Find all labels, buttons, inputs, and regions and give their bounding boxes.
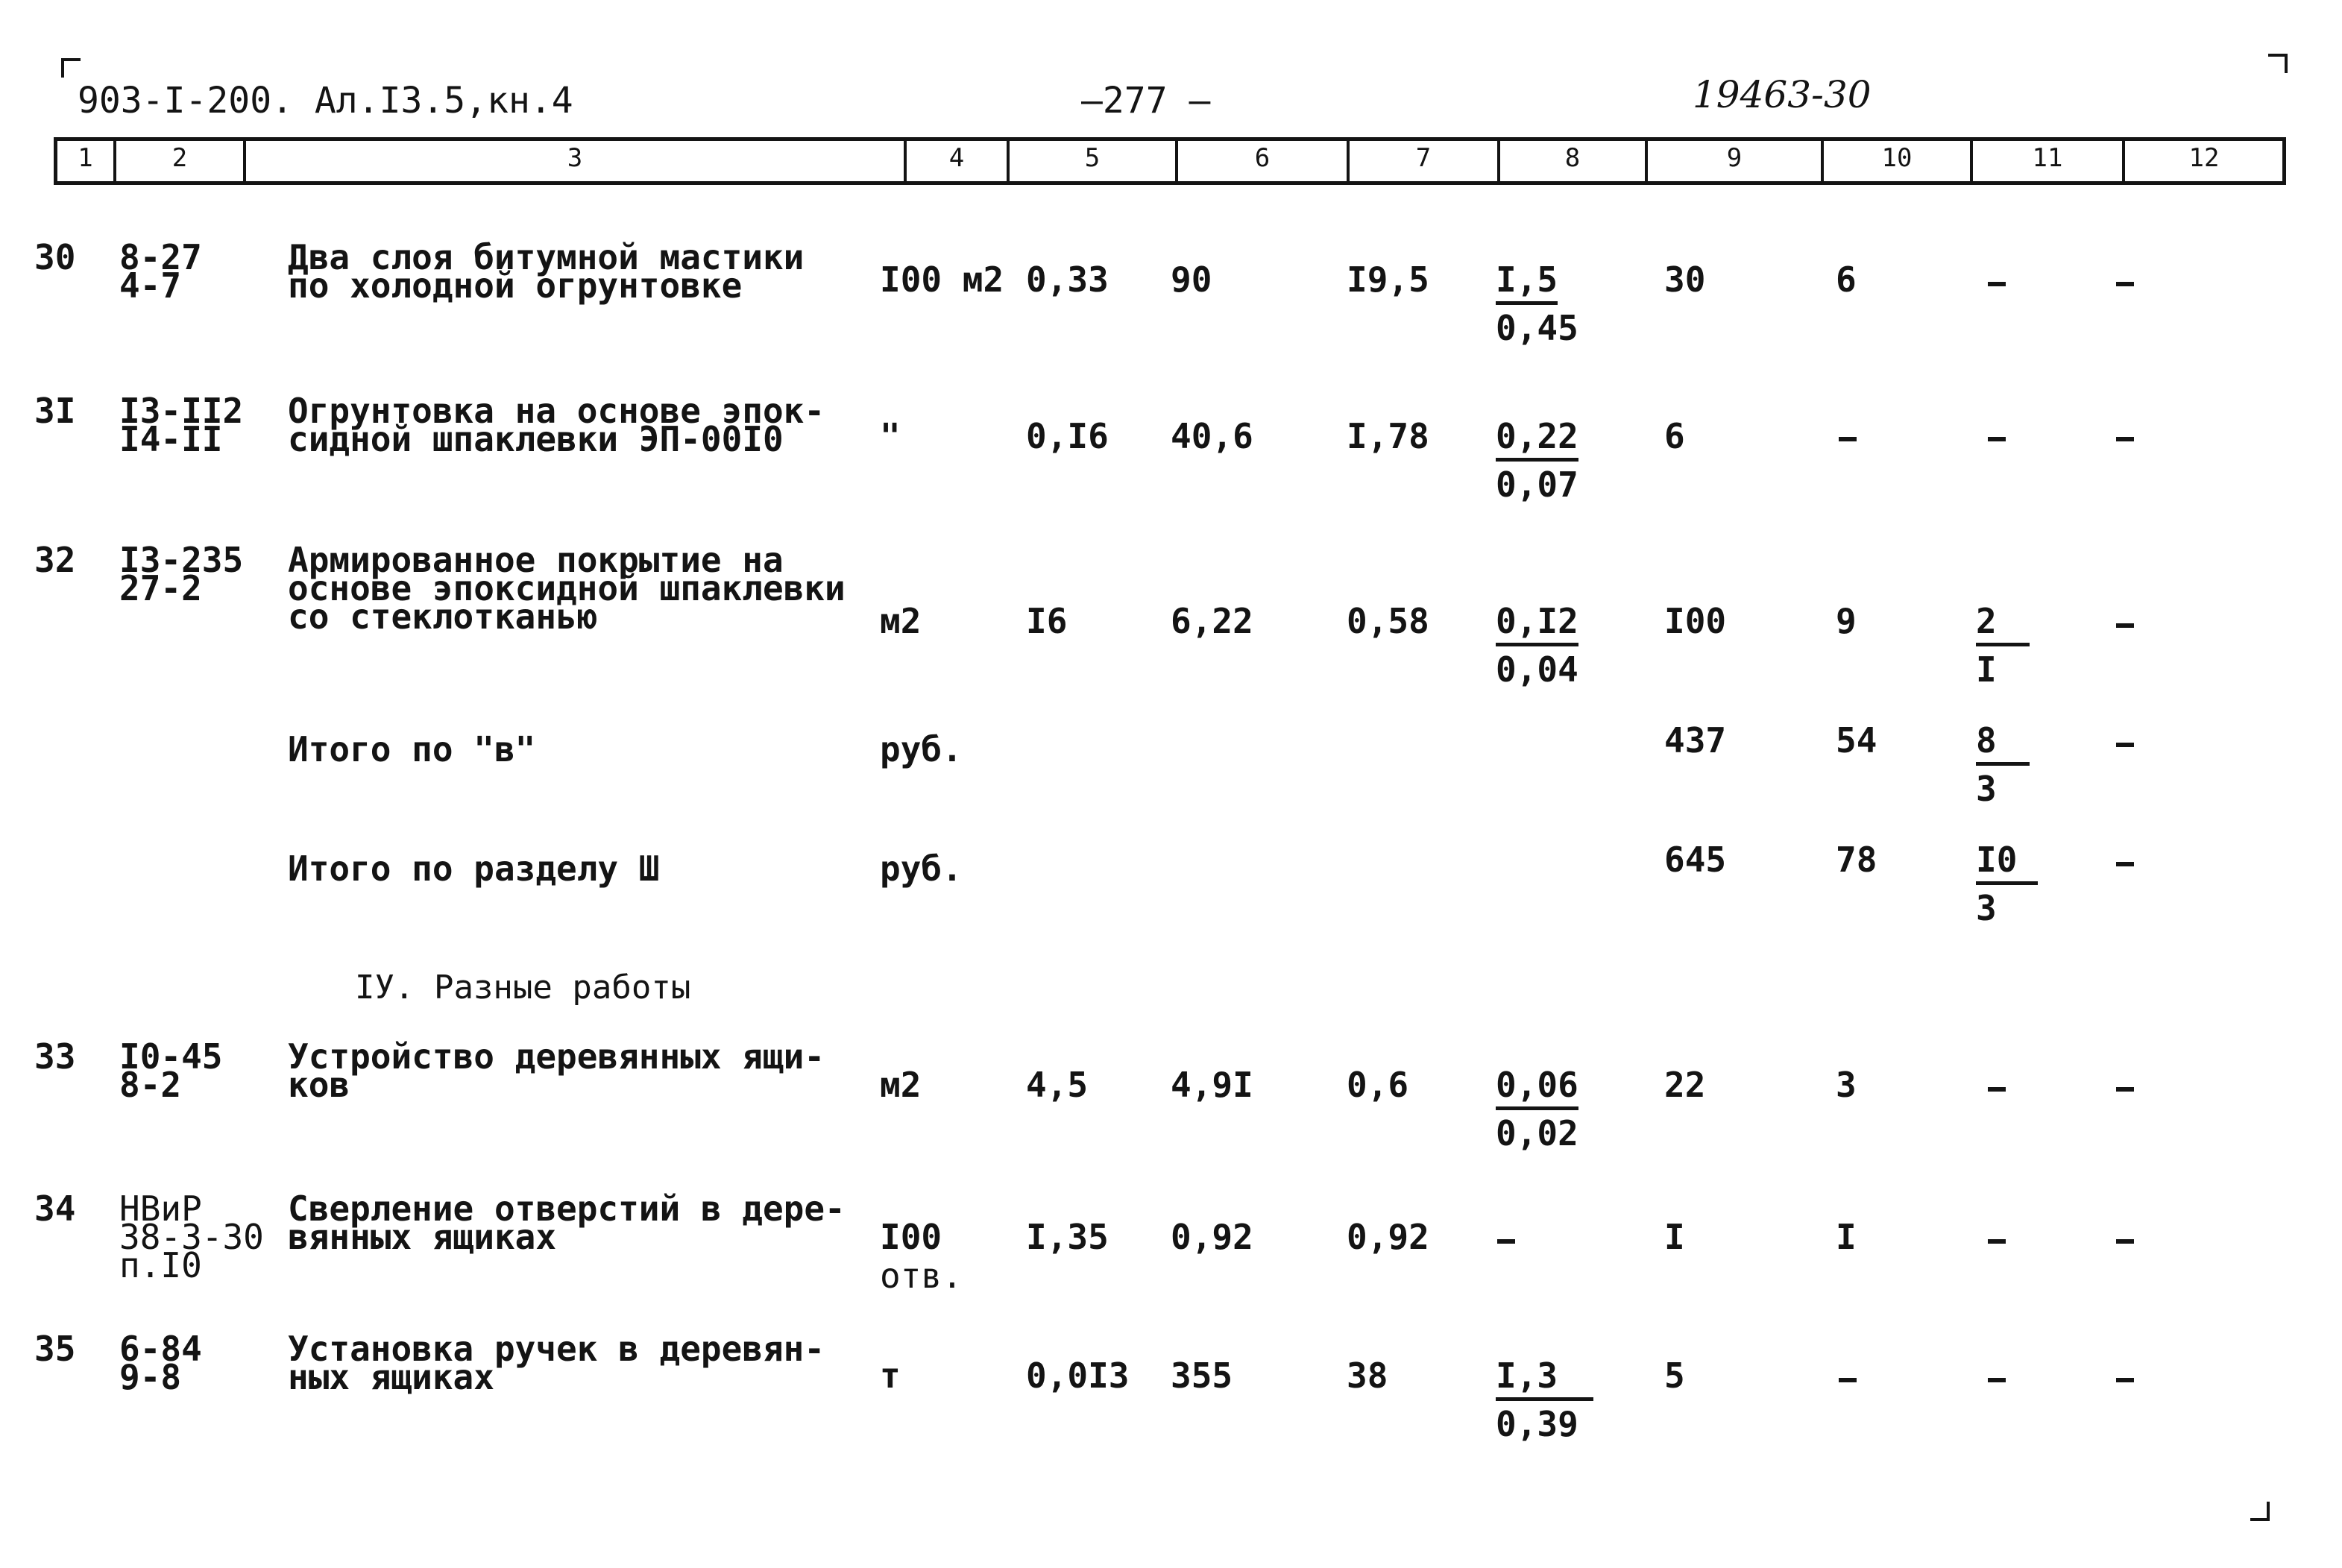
corner-mark-top-left [61, 58, 81, 78]
row-col9: I00 [1664, 601, 1727, 641]
row-col9: 6 [1664, 416, 1685, 456]
row-col7: I,78 [1347, 416, 1429, 456]
row-col12-dash [2116, 743, 2134, 747]
row-unit: т [880, 1356, 901, 1396]
row-code: 8-2 [119, 1065, 182, 1105]
fraction-denominator: 3 [1976, 769, 1997, 809]
row-unit: " [880, 416, 901, 456]
row-col11-fraction [1976, 720, 2030, 809]
fraction-numerator: 2 [1976, 604, 2030, 646]
row-col6: 355 [1171, 1356, 1233, 1396]
row-col9: 22 [1664, 1065, 1706, 1105]
row-description: ков [288, 1065, 350, 1105]
page-number: —277 — [1081, 80, 1211, 122]
fraction-numerator: I,3 [1496, 1358, 1593, 1401]
row-code: 4-7 [119, 265, 182, 306]
row-description: вянных ящиках [288, 1217, 557, 1257]
row-col9: I [1664, 1217, 1685, 1257]
row-col8-fraction [1496, 1065, 1578, 1153]
column-header-4: 4 [948, 143, 965, 173]
row-description: Сверление отверстий в дере- [288, 1188, 846, 1229]
row-col6: 0,92 [1171, 1217, 1253, 1257]
row-code: I3-235 [119, 540, 244, 580]
row-col7: 38 [1347, 1356, 1388, 1396]
row-col5: I6 [1026, 601, 1068, 641]
row-col6: 90 [1171, 259, 1212, 300]
row-description: Два слоя битумной мастики [288, 237, 805, 277]
row-col10: I [1836, 1217, 1857, 1257]
fraction-numerator: I0 [1976, 843, 2038, 885]
row-col11-dash [1988, 1087, 2006, 1092]
row-description: Установка ручек в деревян- [288, 1329, 825, 1369]
column-header-8: 8 [1564, 143, 1581, 173]
row-unit: м2 [880, 601, 922, 641]
reference-number: 19463-30 [1693, 73, 1872, 116]
row-col8-dash [1497, 1239, 1515, 1244]
row-description: основе эпоксидной шпаклевки [288, 568, 846, 608]
fraction-denominator: 0,39 [1496, 1404, 1578, 1444]
row-col5: 0,33 [1026, 259, 1109, 300]
document-code: 903-I-200. Ал.I3.5,кн.4 [78, 80, 573, 122]
row-col9: 645 [1664, 840, 1727, 880]
row-col11-fraction [1976, 840, 2038, 928]
column-header-3: 3 [567, 143, 583, 173]
fraction-denominator: 0,04 [1496, 649, 1578, 690]
fraction-numerator: 8 [1976, 723, 2030, 766]
row-description: Армированное покрытие на [288, 540, 784, 580]
row-code: НВиР [119, 1188, 202, 1229]
row-col9: 5 [1664, 1356, 1685, 1396]
row-code: I0-45 [119, 1036, 223, 1077]
fraction-denominator: 0,02 [1496, 1113, 1578, 1153]
column-header-10: 10 [1881, 143, 1913, 173]
row-unit: I00 [880, 1217, 942, 1257]
row-col7: 0,58 [1347, 601, 1429, 641]
row-col12-dash [2116, 623, 2134, 628]
fraction-numerator: 0,I2 [1496, 604, 1578, 646]
row-col9: 30 [1664, 259, 1706, 300]
row-col11-fraction [1976, 601, 2030, 690]
row-col7: 0,6 [1347, 1065, 1409, 1105]
row-col12-dash [2116, 282, 2134, 286]
row-unit: I00 м2 [880, 259, 1004, 300]
row-unit: м2 [880, 1065, 922, 1105]
row-code: 27-2 [119, 568, 202, 608]
row-col10: 54 [1836, 720, 1877, 761]
fraction-denominator: 3 [1976, 888, 1997, 928]
row-col10: 9 [1836, 601, 1857, 641]
column-header-5: 5 [1084, 143, 1101, 173]
row-col11-dash [1988, 1239, 2006, 1244]
section-title: IУ. Разные работы [355, 969, 691, 1007]
row-col6: 40,6 [1171, 416, 1253, 456]
row-col9: 437 [1664, 720, 1727, 761]
row-code: 9-8 [119, 1357, 182, 1397]
row-unit: руб. [880, 729, 963, 769]
corner-mark-top-right [2268, 54, 2288, 73]
row-number: 3I [34, 391, 76, 431]
row-code: I4-II [119, 419, 223, 459]
row-col6: 4,9I [1171, 1065, 1253, 1105]
row-col8-fraction [1496, 601, 1578, 690]
fraction-denominator: 0,07 [1496, 465, 1578, 505]
row-col12-dash [2116, 862, 2134, 866]
row-col12-dash [2116, 1378, 2134, 1382]
row-code: 8-27 [119, 237, 202, 277]
subtotal-label: Итого по "в" [288, 729, 536, 769]
fraction-numerator: 0,06 [1496, 1068, 1578, 1110]
row-col10: 78 [1836, 840, 1877, 880]
row-col5: I,35 [1026, 1217, 1109, 1257]
row-col5: 0,I6 [1026, 416, 1109, 456]
row-col7: I9,5 [1347, 259, 1429, 300]
column-header-7: 7 [1415, 143, 1432, 173]
row-col8-fraction [1496, 1356, 1593, 1444]
row-col12-dash [2116, 1239, 2134, 1244]
row-description: Огрунтовка на основе эпок- [288, 391, 825, 431]
fraction-denominator: 0,45 [1496, 308, 1578, 348]
row-description: сидной шпаклевки ЭП-00I0 [288, 419, 784, 459]
row-unit: отв. [880, 1256, 963, 1296]
row-col5: 0,0I3 [1026, 1356, 1130, 1396]
column-header-9: 9 [1726, 143, 1743, 173]
row-col11-dash [1988, 1378, 2006, 1382]
fraction-numerator: I,5 [1496, 262, 1558, 305]
fraction-numerator: 0,22 [1496, 419, 1578, 462]
row-col12-dash [2116, 437, 2134, 441]
row-code: 38-3-30 [119, 1217, 264, 1257]
corner-mark-bottom-right [2250, 1502, 2270, 1521]
row-col8-fraction [1496, 259, 1578, 348]
row-col11-dash [1988, 282, 2006, 286]
row-col7: 0,92 [1347, 1217, 1429, 1257]
row-col10: 6 [1836, 259, 1857, 300]
row-col6: 6,22 [1171, 601, 1253, 641]
row-description: Устройство деревянных ящи- [288, 1036, 825, 1077]
row-code: I3-II2 [119, 391, 244, 431]
row-col8-fraction [1496, 416, 1578, 505]
row-description: ных ящиках [288, 1357, 494, 1397]
row-code: п.I0 [119, 1245, 202, 1285]
row-description: по холодной огрунтовке [288, 265, 743, 306]
column-header-6: 6 [1254, 143, 1271, 173]
row-number: 35 [34, 1329, 76, 1369]
section-total-label: Итого по разделу Ш [288, 848, 660, 889]
column-header-1: 1 [78, 143, 93, 173]
row-number: 33 [34, 1036, 76, 1077]
row-code: 6-84 [119, 1329, 202, 1369]
row-col10: 3 [1836, 1065, 1857, 1105]
row-col12-dash [2116, 1087, 2134, 1092]
column-header-11: 11 [2032, 143, 2063, 173]
row-unit: руб. [880, 848, 963, 889]
row-col10-dash [1839, 1378, 1857, 1382]
row-col5: 4,5 [1026, 1065, 1089, 1105]
row-number: 30 [34, 237, 76, 277]
row-col10-dash [1839, 437, 1857, 441]
row-number: 32 [34, 540, 76, 580]
row-col11-dash [1988, 437, 2006, 441]
column-header-12: 12 [2188, 143, 2220, 173]
fraction-denominator: I [1976, 649, 1997, 690]
column-header-2: 2 [171, 143, 188, 173]
row-number: 34 [34, 1188, 76, 1229]
row-description: со стеклотканью [288, 596, 598, 637]
